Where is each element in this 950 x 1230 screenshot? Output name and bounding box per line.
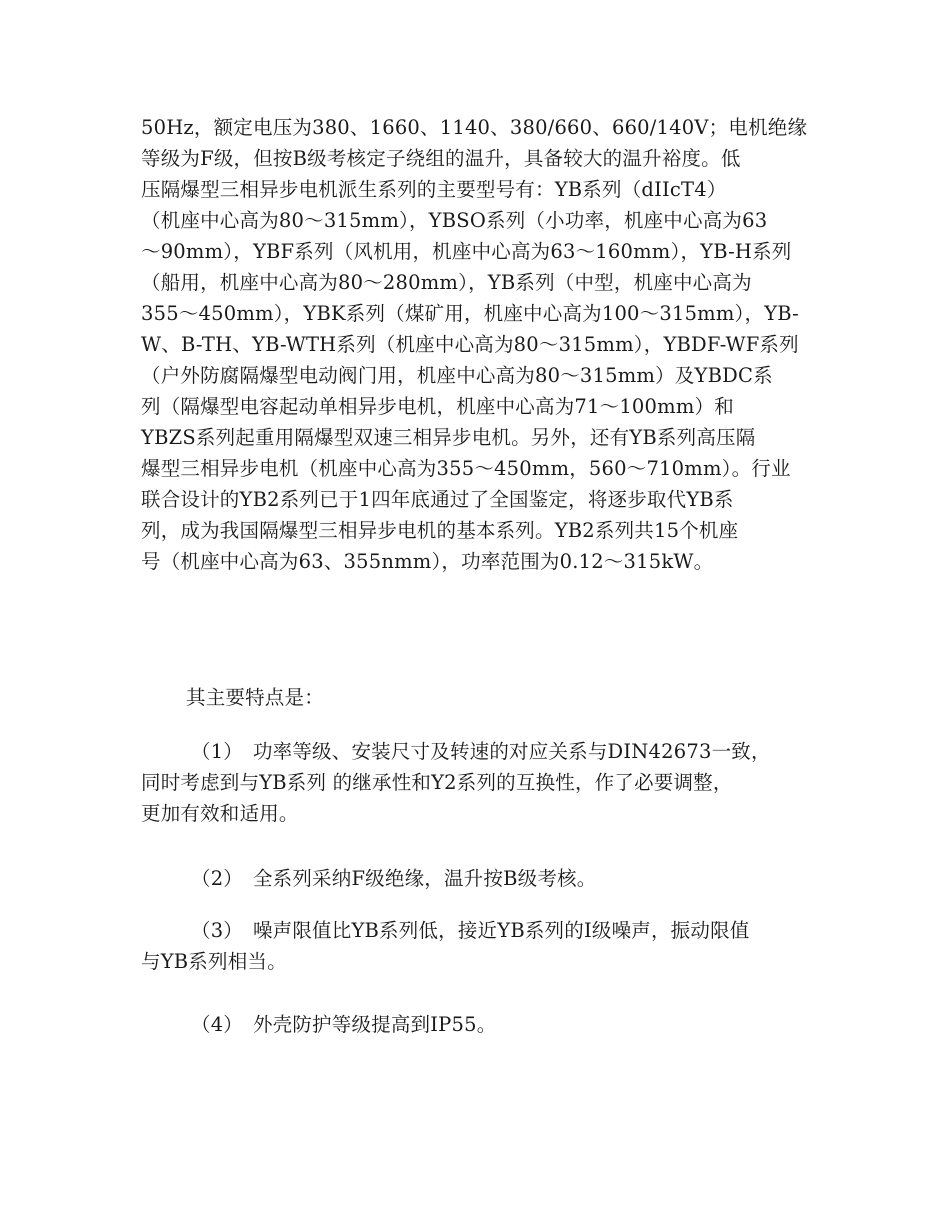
text-line: （机座中心高为80～315mm），YBSO系列（小功率，机座中心高为63 — [141, 209, 768, 232]
feature-item-1 — [141, 736, 813, 829]
feature-item-2 — [141, 863, 813, 894]
text-line: （4） 外壳防护等级提高到IP55。 — [191, 1013, 497, 1036]
text-line: 列（隔爆型电容起动单相异步电机，机座中心高为71～100mm）和 — [141, 395, 734, 418]
text-line: （船用，机座中心高为80～280mm），YB系列（中型，机座中心高为 — [141, 271, 752, 294]
text-line: 号（机座中心高为63、355nmm），功率范围为0.12～315kW。 — [141, 550, 714, 573]
text-line: 与YB系列相当。 — [141, 950, 287, 973]
text-line: 爆型三相异步电机（机座中心高为355～450mm，560～710mm）。行业 — [141, 457, 791, 480]
text-line: ～90mm），YBF系列（风机用，机座中心高为63～160mm），YB-H系列 — [141, 240, 792, 263]
intro-paragraph — [141, 112, 813, 577]
text-line: 同时考虑到与YB系列 的继承性和Y2系列的互换性，作了必要调整， — [141, 771, 733, 794]
text-line: 压隔爆型三相异步电机派生系列的主要型号有：YB系列（dIIcT4） — [141, 178, 727, 201]
text-line: 列，成为我国隔爆型三相异步电机的基本系列。YB2系列共15个机座 — [141, 519, 739, 542]
text-line: 等级为F级，但按B级考核定子绕组的温升，具备较大的温升裕度。低 — [141, 147, 741, 170]
text-line: 其主要特点是： — [186, 686, 324, 709]
text-line: （3） 噪声限值比YB系列低，接近YB系列的I级噪声，振动限值 — [191, 919, 750, 942]
feature-item-4 — [141, 1009, 813, 1040]
features-lead-paragraph — [141, 682, 813, 713]
text-line: 更加有效和适用。 — [141, 802, 299, 825]
text-line: （1） 功率等级、安装尺寸及转速的对应关系与DIN42673一致， — [191, 740, 771, 763]
feature-item-3 — [141, 915, 813, 977]
text-line: 355～450mm），YBK系列（煤矿用，机座中心高为100～315mm），YB- — [141, 302, 799, 325]
text-line: 联合设计的YB2系列已于1四年底通过了全国鉴定，将逐步取代YB系 — [141, 488, 734, 511]
text-line: YBZS系列起重用隔爆型双速三相异步电机。另外，还有YB系列高压隔 — [141, 426, 756, 449]
text-line: W、B-TH、YB-WTH系列（机座中心高为80～315mm），YBDF-WF系列 — [141, 333, 799, 356]
text-line: （2） 全系列采纳F级绝缘，温升按B级考核。 — [191, 867, 597, 890]
text-line: 50Hz，额定电压为380、1660、1140、380/660、660/140V；电机绝缘 — [141, 116, 808, 139]
text-line: （户外防腐隔爆型电动阀门用，机座中心高为80～315mm）及YBDC系 — [141, 364, 773, 387]
